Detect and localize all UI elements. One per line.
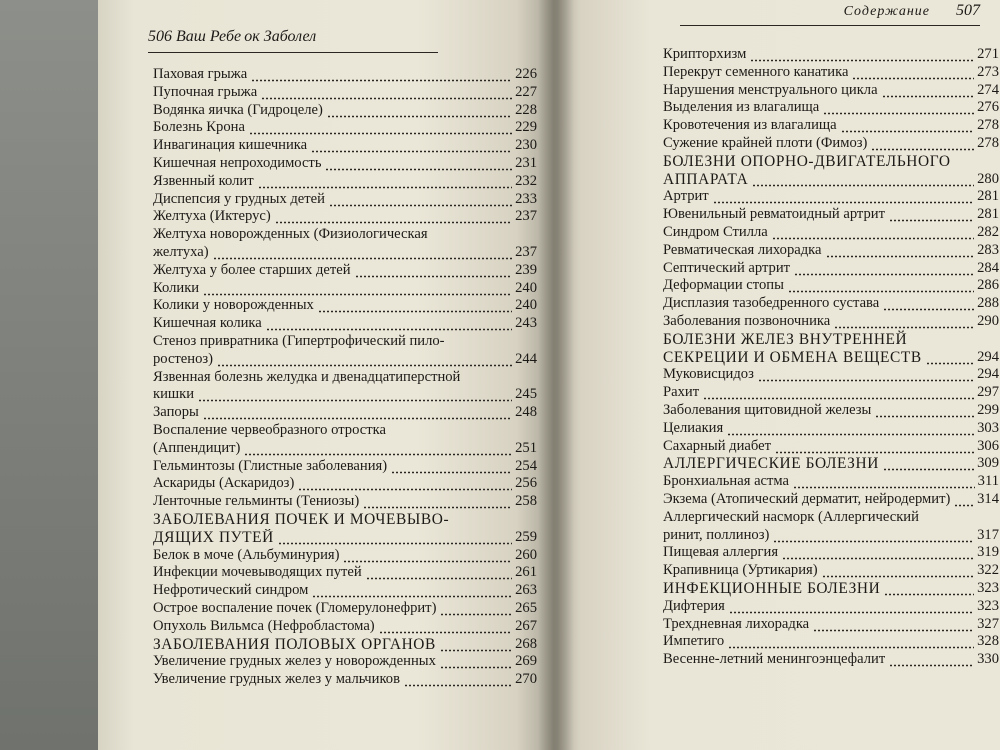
toc-page-number: 288 — [977, 295, 999, 312]
toc-entry[interactable] — [153, 404, 537, 422]
toc-page-number: 319 — [977, 544, 999, 561]
toc-entry[interactable] — [663, 188, 999, 206]
dot-leader — [713, 188, 974, 206]
toc-entry[interactable] — [153, 280, 537, 298]
toc-entry[interactable] — [153, 582, 537, 600]
toc-entry-title: Синдром Стилла — [663, 223, 768, 240]
toc-entry-title: Ревматическая лихорадка — [663, 241, 822, 258]
left-toc-list — [153, 66, 537, 689]
toc-entry-title-cont: желтуха) — [153, 243, 209, 260]
toc-entry-title: Крапивница (Уртикария) — [663, 562, 818, 579]
toc-entry-title: Септический артрит — [663, 259, 791, 276]
header-rule — [680, 25, 980, 27]
toc-entry-title: Сужение крайней плоти (Фимоз) — [663, 134, 868, 151]
dot-leader — [883, 455, 974, 473]
toc-page-number: 286 — [977, 277, 999, 294]
dot-leader — [318, 297, 512, 315]
toc-entry[interactable] — [663, 46, 999, 64]
toc-entry-title: Экзема (Атопический дерматит, нейродермит) — [663, 490, 951, 507]
toc-page-number: 330 — [977, 651, 999, 668]
dot-leader — [244, 440, 512, 458]
toc-entry[interactable] — [153, 173, 537, 191]
toc-entry[interactable] — [153, 493, 537, 511]
left-running-title: Ваш Ребе ок Заболел — [176, 28, 317, 45]
dot-leader — [258, 173, 513, 191]
toc-entry[interactable] — [663, 633, 999, 651]
toc-section-heading[interactable] — [663, 153, 999, 189]
toc-entry-title-cont: ростеноз) — [153, 350, 214, 367]
toc-entry-title: Паховая грыжа — [153, 66, 248, 82]
toc-entry[interactable] — [153, 422, 537, 458]
dot-leader — [772, 224, 974, 242]
toc-entry-title: Воспаление червеобразного отростка — [153, 421, 386, 438]
dot-leader — [325, 155, 512, 173]
left-page — [98, 0, 554, 750]
dot-leader — [278, 529, 512, 547]
toc-entry[interactable] — [663, 206, 999, 224]
toc-entry-title: Желтуха новорожденных (Физиологическая — [153, 226, 428, 243]
dot-leader — [871, 135, 974, 153]
dot-leader — [834, 313, 974, 331]
toc-page-number: 229 — [515, 119, 537, 136]
toc-entry-title: Желтуха (Иктерус) — [153, 208, 271, 225]
toc-entry-title: Кишечная колика — [153, 315, 262, 332]
toc-page-number: 269 — [515, 653, 537, 670]
toc-entry[interactable] — [663, 224, 999, 242]
toc-page-number: 290 — [977, 312, 999, 329]
toc-entry[interactable] — [153, 119, 537, 137]
toc-page-number: 261 — [515, 564, 537, 581]
toc-page-number: 258 — [515, 493, 537, 510]
toc-entry[interactable] — [153, 66, 537, 84]
toc-entry-line — [663, 349, 999, 367]
toc-page-number: 239 — [515, 261, 537, 278]
dot-leader — [822, 562, 975, 580]
dot-leader — [251, 66, 512, 84]
dot-leader — [775, 438, 974, 456]
toc-entry[interactable] — [663, 295, 999, 313]
toc-entry-title: Дисплазия тазобедренного сустава — [663, 295, 880, 312]
toc-entry-line — [153, 386, 537, 404]
toc-section-heading[interactable] — [153, 511, 537, 547]
toc-page-number: 251 — [515, 439, 537, 456]
dot-leader — [327, 102, 512, 120]
toc-entry[interactable] — [663, 402, 999, 420]
toc-entry-title: Рахит — [663, 384, 700, 401]
toc-page-number: 259 — [515, 528, 537, 545]
toc-entry-title: Кровотечения из влагалища — [663, 117, 837, 134]
toc-page-number: 228 — [515, 101, 537, 118]
toc-page-number: 294 — [977, 348, 999, 365]
toc-page-number: 284 — [977, 259, 999, 276]
toc-entry-title: Острое воспаление почек (Гломерулонефрит) — [153, 599, 437, 616]
toc-entry[interactable] — [663, 117, 999, 135]
toc-page-number: 273 — [977, 63, 999, 80]
toc-entry-title-cont: кишки — [153, 386, 195, 403]
dot-leader — [266, 315, 512, 333]
dot-leader — [366, 564, 512, 582]
toc-entry[interactable] — [153, 137, 537, 155]
dot-leader — [363, 493, 512, 511]
toc-page-number: 244 — [515, 350, 537, 367]
dot-leader — [954, 491, 974, 509]
toc-page-number: 297 — [977, 384, 999, 401]
toc-entry-title: Аллергический насморк (Аллергический — [663, 508, 919, 525]
dot-leader — [198, 386, 512, 404]
toc-entry-title: БОЛЕЗНИ ЖЕЛЕЗ ВНУТРЕННЕЙ — [663, 330, 908, 348]
toc-entry-title: Нарушения менструального цикла — [663, 81, 878, 98]
toc-page-number: 263 — [515, 582, 537, 599]
toc-page-number: 274 — [977, 81, 999, 98]
dot-leader — [758, 366, 974, 384]
dot-leader — [889, 651, 974, 669]
toc-section-heading[interactable] — [663, 331, 999, 367]
toc-entry-title: Импетиго — [663, 633, 725, 650]
right-page — [553, 0, 1000, 750]
toc-page-number: 240 — [515, 297, 537, 314]
toc-page-number: 267 — [515, 617, 537, 634]
toc-page-number: 280 — [977, 170, 999, 187]
toc-entry-title-cont: (Аппендицит) — [153, 439, 241, 456]
toc-entry-line — [153, 529, 537, 547]
toc-page-number: 303 — [977, 419, 999, 436]
toc-entry-title: Желтуха у более старших детей — [153, 261, 351, 278]
toc-page-number: 309 — [977, 455, 999, 472]
dot-leader — [889, 206, 974, 224]
toc-entry[interactable] — [153, 333, 537, 369]
dot-leader — [883, 295, 974, 313]
right-page-number: 507 — [956, 2, 980, 19]
dot-leader — [203, 280, 512, 298]
dot-leader — [343, 547, 512, 565]
dot-leader — [752, 171, 974, 189]
dot-leader — [213, 244, 513, 262]
dot-leader — [312, 582, 512, 600]
open-book — [98, 0, 1000, 750]
toc-entry-title: Заболевания позвоночника — [663, 312, 831, 329]
dot-leader — [404, 671, 512, 689]
toc-entry[interactable] — [663, 64, 999, 82]
toc-entry[interactable] — [153, 618, 537, 636]
dot-leader — [841, 117, 975, 135]
toc-entry-title: Стеноз привратника (Гипертрофический пило- — [153, 332, 445, 349]
toc-page-number: 278 — [977, 134, 999, 151]
toc-entry-title: Опухоль Вильмса (Нефробластома) — [153, 617, 375, 634]
toc-page-number: 283 — [977, 241, 999, 258]
toc-page-number: 240 — [515, 279, 537, 296]
toc-page-number: 281 — [977, 206, 999, 223]
toc-entry[interactable] — [153, 671, 537, 689]
dot-leader — [727, 420, 974, 438]
toc-entry[interactable] — [153, 155, 537, 173]
toc-entry-title: Деформации стопы — [663, 277, 784, 294]
toc-entry-line — [153, 440, 537, 458]
toc-page-number: 323 — [977, 579, 999, 596]
toc-entry-title: Ювенильный ревматоидный артрит — [663, 206, 885, 223]
toc-section-heading[interactable] — [663, 580, 999, 598]
toc-entry[interactable] — [663, 313, 999, 331]
toc-entry-line — [663, 527, 999, 545]
toc-entry[interactable] — [663, 135, 999, 153]
toc-page-number: 254 — [515, 457, 537, 474]
toc-page-number: 237 — [515, 243, 537, 260]
toc-page-number: 227 — [515, 83, 537, 100]
toc-entry-title: Ленточные гельминты (Тениозы) — [153, 493, 360, 510]
toc-entry-title: Аскариды (Аскаридоз) — [153, 475, 295, 492]
toc-entry-title: Пупочная грыжа — [153, 83, 258, 100]
toc-entry[interactable] — [663, 616, 999, 634]
toc-entry-title: Перекрут семенного канатика — [663, 63, 849, 80]
dot-leader — [203, 404, 512, 422]
toc-entry-title: Заболевания щитовидной железы — [663, 401, 872, 418]
toc-entry-title: Увеличение грудных желез у мальчиков — [153, 671, 400, 688]
toc-entry-title: Запоры — [153, 404, 199, 421]
dot-leader — [773, 527, 974, 545]
dot-leader — [311, 137, 512, 155]
toc-page-number: 322 — [977, 562, 999, 579]
toc-entry[interactable] — [663, 99, 999, 117]
toc-entry-title: Белок в моче (Альбуминурия) — [153, 546, 340, 563]
toc-entry-title: ЗАБОЛЕВАНИЯ ПОЛОВЫХ ОРГАНОВ — [153, 635, 436, 653]
toc-page-number: 226 — [515, 66, 537, 82]
toc-page-number: 317 — [977, 526, 999, 543]
toc-entry[interactable] — [153, 475, 537, 493]
toc-entry[interactable] — [153, 315, 537, 333]
toc-section-heading[interactable] — [663, 455, 999, 473]
toc-entry-title-cont: СЕКРЕЦИИ И ОБМЕНА ВЕЩЕСТВ — [663, 348, 922, 366]
toc-entry-title: БОЛЕЗНИ ОПОРНО-ДВИГАТЕЛЬНОГО — [663, 152, 951, 170]
dot-leader — [391, 458, 512, 476]
toc-page-number: 281 — [977, 188, 999, 205]
toc-entry-title: Колики — [153, 279, 200, 296]
toc-entry-title: Крипторхизм — [663, 46, 747, 62]
dot-leader — [440, 636, 512, 654]
toc-entry-title: Кишечная непроходимость — [153, 154, 322, 171]
dot-leader — [852, 64, 974, 82]
toc-entry-title: Целиакия — [663, 419, 724, 436]
dot-leader — [729, 598, 974, 616]
toc-section-heading[interactable] — [153, 636, 537, 654]
dot-leader — [882, 82, 975, 100]
toc-page-number: 311 — [977, 473, 999, 490]
right-page-header — [680, 2, 980, 23]
toc-entry-title: Бронхиальная астма — [663, 473, 790, 490]
dot-leader — [261, 84, 512, 102]
toc-page-number: 282 — [977, 223, 999, 240]
toc-entry-title: Диспепсия у грудных детей — [153, 190, 325, 207]
dot-leader — [823, 99, 974, 117]
dot-leader — [329, 191, 512, 209]
toc-entry-title: Сахарный диабет — [663, 437, 771, 454]
toc-entry[interactable] — [663, 438, 999, 456]
toc-entry-title: Водянка яичка (Гидроцеле) — [153, 101, 323, 118]
toc-entry[interactable] — [153, 191, 537, 209]
toc-page-number: 232 — [515, 172, 537, 189]
toc-entry-title: Инвагинация кишечника — [153, 137, 308, 154]
toc-page-number: 271 — [977, 46, 999, 62]
toc-entry[interactable] — [663, 260, 999, 278]
toc-entry[interactable] — [663, 384, 999, 402]
toc-page-number: 245 — [515, 386, 537, 403]
book-gutter — [538, 0, 574, 750]
toc-entry[interactable] — [663, 420, 999, 438]
right-running-title: Содержание — [843, 4, 930, 19]
toc-page-number: 248 — [515, 404, 537, 421]
toc-entry-title: Язвенная болезнь желудка и двенадцатиперстной — [153, 368, 461, 385]
toc-page-number: 299 — [977, 401, 999, 418]
toc-entry-title: Трехдневная лихорадка — [663, 615, 810, 632]
toc-entry-title: Дифтерия — [663, 597, 725, 614]
dot-leader — [217, 351, 512, 369]
toc-entry[interactable] — [663, 277, 999, 295]
toc-entry-title: ИНФЕКЦИОННЫЕ БОЛЕЗНИ — [663, 579, 881, 597]
toc-page-number: 270 — [515, 671, 537, 688]
toc-entry-title: Весенне-летний менингоэнцефалит — [663, 651, 886, 668]
toc-entry-line — [153, 244, 537, 262]
toc-entry[interactable] — [153, 564, 537, 582]
dot-leader — [782, 544, 974, 562]
header-rule — [148, 52, 438, 54]
toc-entry-title: Язвенный колит — [153, 172, 254, 189]
toc-entry-title: Болезнь Крона — [153, 119, 245, 136]
toc-entry[interactable] — [663, 598, 999, 616]
toc-page-number: 243 — [515, 315, 537, 332]
toc-page-number: 276 — [977, 99, 999, 116]
toc-entry[interactable] — [153, 84, 537, 102]
toc-entry[interactable] — [153, 102, 537, 120]
toc-entry[interactable] — [663, 651, 999, 669]
toc-entry[interactable] — [153, 458, 537, 476]
toc-page-number: 233 — [515, 190, 537, 207]
toc-entry[interactable] — [153, 226, 537, 262]
toc-entry[interactable] — [153, 262, 537, 280]
dot-leader — [275, 208, 512, 226]
toc-page-number: 230 — [515, 137, 537, 154]
toc-entry[interactable] — [153, 369, 537, 405]
dot-leader — [440, 600, 512, 618]
toc-entry-title: Колики у новорожденных — [153, 297, 314, 314]
dot-leader — [298, 475, 512, 493]
toc-entry-title: Пищевая аллергия — [663, 544, 779, 561]
dot-leader — [249, 119, 512, 137]
toc-entry-line — [153, 351, 537, 369]
toc-entry[interactable] — [663, 242, 999, 260]
toc-entry[interactable] — [153, 653, 537, 671]
dot-leader — [703, 384, 974, 402]
toc-entry-title: Выделения из влагалища — [663, 99, 820, 116]
dot-leader — [793, 473, 975, 491]
toc-page-number: 237 — [515, 208, 537, 225]
dot-leader — [794, 260, 974, 278]
dot-leader — [750, 46, 974, 64]
dot-leader — [728, 633, 974, 651]
left-page-number: 506 — [148, 28, 172, 45]
toc-entry-title: Гельминтозы (Глистные заболевания) — [153, 457, 388, 474]
toc-entry-title: ЗАБОЛЕВАНИЯ ПОЧЕК И МОЧЕВЫВО- — [153, 510, 450, 528]
left-page-header — [148, 28, 438, 49]
toc-entry-title: Инфекции мочевыводящих путей — [153, 564, 362, 581]
toc-page-number: 231 — [515, 154, 537, 171]
dot-leader — [788, 277, 974, 295]
toc-entry[interactable] — [663, 509, 999, 545]
dot-leader — [926, 349, 974, 367]
toc-page-number: 268 — [515, 635, 537, 652]
toc-page-number: 294 — [977, 366, 999, 383]
toc-page-number: 327 — [977, 615, 999, 632]
toc-page-number: 323 — [977, 597, 999, 614]
toc-entry[interactable] — [153, 297, 537, 315]
dot-leader — [884, 580, 974, 598]
dot-leader — [355, 262, 513, 280]
toc-entry-title: Увеличение грудных желез у новорожденных — [153, 653, 436, 670]
toc-entry-title: Артрит — [663, 188, 709, 205]
toc-entry-title-cont: АППАРАТА — [663, 170, 749, 188]
toc-entry[interactable] — [663, 366, 999, 384]
dot-leader — [440, 653, 512, 671]
toc-page-number: 314 — [977, 490, 999, 507]
toc-entry[interactable] — [153, 600, 537, 618]
toc-entry-title: Муковисцидоз — [663, 366, 754, 383]
toc-entry[interactable] — [153, 208, 537, 226]
toc-entry[interactable] — [663, 473, 999, 491]
dot-leader — [826, 242, 975, 260]
dot-leader — [875, 402, 974, 420]
toc-page-number: 260 — [515, 546, 537, 563]
toc-entry-line — [663, 171, 999, 189]
toc-entry[interactable] — [663, 491, 999, 509]
dot-leader — [813, 616, 974, 634]
right-toc-list — [663, 46, 999, 669]
toc-entry[interactable] — [663, 544, 999, 562]
toc-entry-title: Нефротический синдром — [153, 582, 309, 599]
toc-entry[interactable] — [663, 82, 999, 100]
toc-entry[interactable] — [663, 562, 999, 580]
toc-page-number: 256 — [515, 475, 537, 492]
dot-leader — [379, 618, 512, 636]
toc-page-number: 328 — [977, 633, 999, 650]
toc-page-number: 265 — [515, 599, 537, 616]
toc-entry-title-cont: ринит, поллиноз) — [663, 526, 770, 543]
toc-entry[interactable] — [153, 547, 537, 565]
toc-page-number: 278 — [977, 117, 999, 134]
toc-entry-title-cont: ДЯЩИХ ПУТЕЙ — [153, 528, 274, 546]
toc-entry-title: АЛЛЕРГИЧЕСКИЕ БОЛЕЗНИ — [663, 455, 879, 473]
toc-page-number: 306 — [977, 437, 999, 454]
